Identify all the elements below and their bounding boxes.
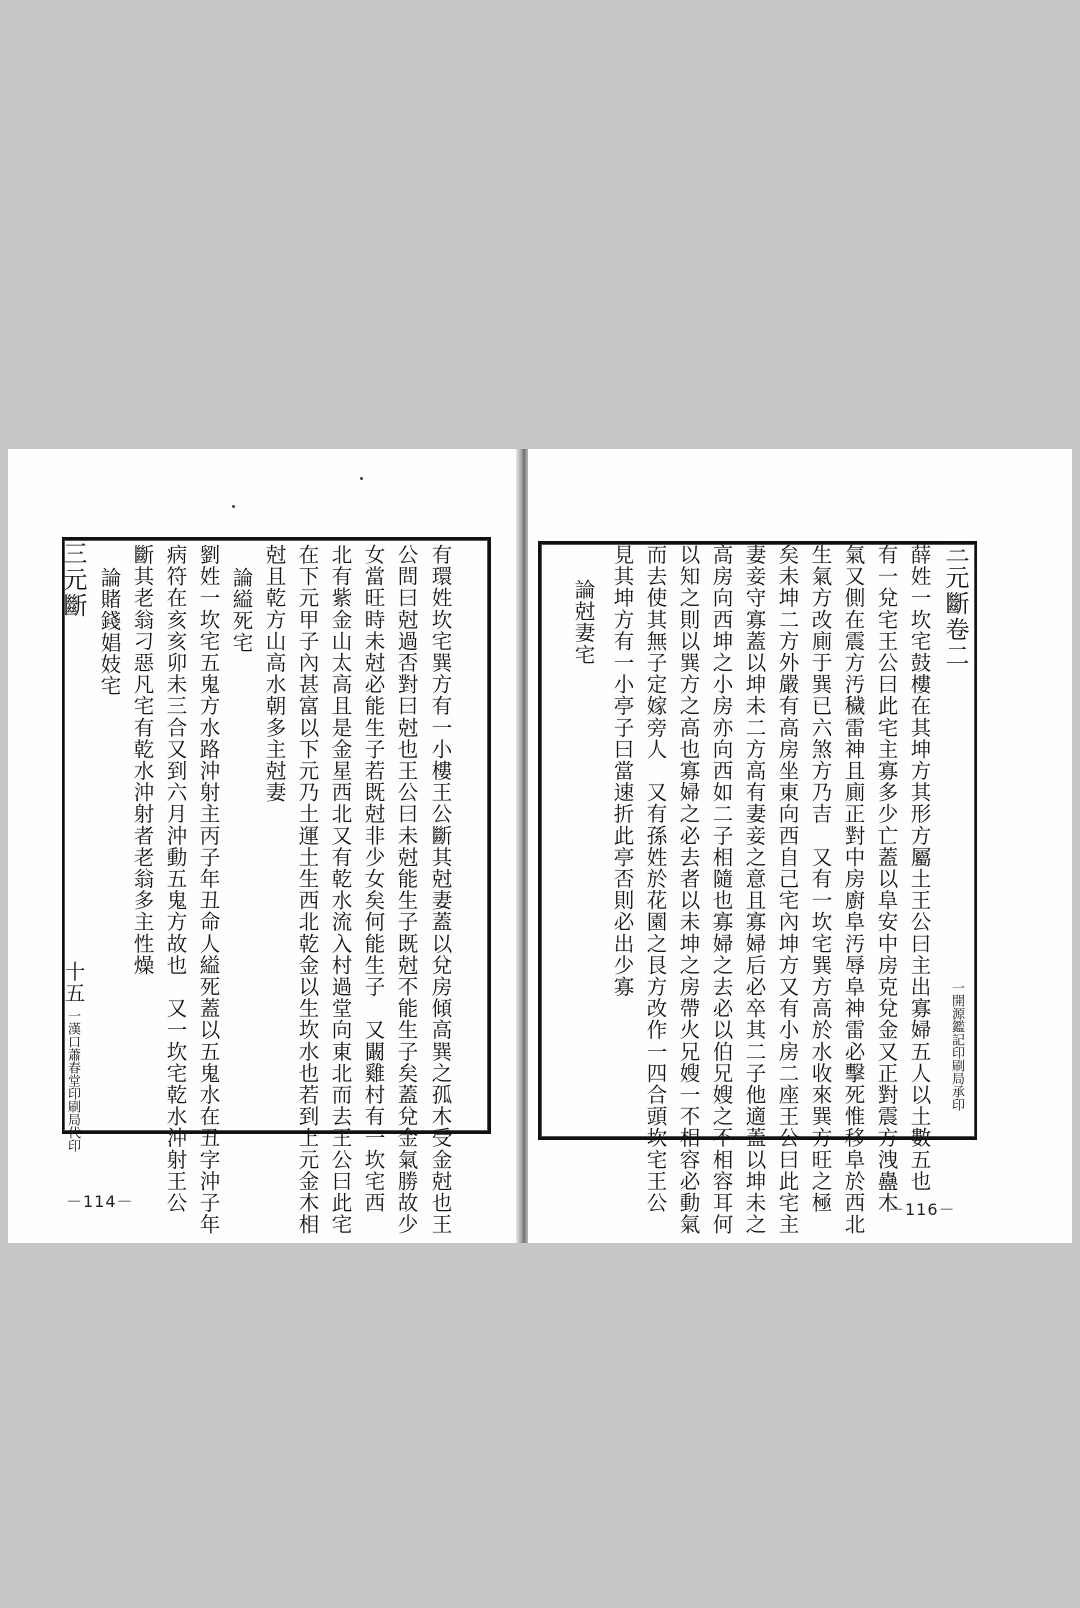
left-column-8: 劉姓一坎宅五鬼方水路沖射主丙子年丑命人縊死蓋以五鬼水在丑字沖子年 bbox=[196, 544, 220, 1236]
right-publisher-imprint: 一開源鑑記印刷局承印 bbox=[949, 981, 964, 1111]
right-column-3: 氣又側在震方汚穢雷神且廁正對中房廚阜汚辱阜神雷必擊死惟移阜於西北 bbox=[841, 544, 865, 1236]
book-spread bbox=[8, 449, 1072, 1243]
print-speck bbox=[232, 505, 235, 508]
left-folio-number: 十五 bbox=[61, 961, 85, 1005]
left-page bbox=[8, 449, 520, 1243]
right-column-7: 高房向西坤之小房亦向西如二子相隨也寡婦之去必以伯兄嫂之不相容耳何 bbox=[709, 544, 733, 1236]
right-column-1: 薛姓一坎宅鼓樓在其坤方其形方屬土王公曰主出寡婦五人以土數五也 bbox=[907, 544, 931, 1192]
left-column-2: 公問曰尅過否對曰尅也王公曰未尅能生子既尅不能生子矣蓋兌金氣勝故少 bbox=[394, 544, 418, 1236]
right-column-2: 有一兌宅王公曰此宅主寡多少亡蓋以阜安中房克兌金又正對震方洩蠱木 bbox=[874, 544, 898, 1214]
right-column-4: 生氣方改廁于巽已六煞方乃吉 又有一坎宅巽方高於水收來巽方旺之極 bbox=[808, 544, 832, 1214]
right-section-heading: 論尅妻宅 bbox=[571, 579, 595, 666]
right-running-header: 三元斷卷二 bbox=[941, 539, 969, 669]
left-column-5: 在下元甲子內甚富以下元乃土運土生西北乾金以生坎水也若到上元金木相 bbox=[295, 544, 319, 1236]
left-section-heading-2: 論賭錢娼妓宅 bbox=[97, 567, 121, 697]
right-column-10: 見其坤方有一小亭子曰當速折此亭否則必出少寡 bbox=[610, 544, 634, 998]
right-column-8: 以知之則以巽方之高也寡婦之必去者以未坤之房帶火兄嫂一不相容必動氣 bbox=[676, 544, 700, 1236]
right-column-5: 矣未坤二方外嚴有高房坐東向西自己宅內坤方又有小房二座王公曰此宅主 bbox=[775, 544, 799, 1236]
left-column-3: 女當旺時未尅必能生子若既尅非少女矣何能生子 又闞雞村有一坎宅西 bbox=[361, 544, 385, 1214]
right-page bbox=[528, 449, 1072, 1243]
left-section-heading-1: 論縊死宅 bbox=[229, 567, 253, 654]
left-column-1: 有環姓坎宅巽方有一小樓王公斷其尅妻蓋以兌房傾高巽之孤木受金尅也王 bbox=[428, 544, 452, 1236]
left-column-10: 斷其老翁刁惡凡宅有乾水沖射者老翁多主性燥 bbox=[130, 544, 154, 976]
left-column-9: 病符在亥亥卯未三合又到六月沖動五鬼方故也 又一坎宅乾水沖射王公 bbox=[163, 544, 187, 1214]
left-running-header: 三元斷 bbox=[59, 541, 87, 619]
right-column-6: 妻妾守寡蓋以坤未二方高有妻妾之意且寡婦后必卒其二子他適蓋以坤未之 bbox=[742, 544, 766, 1236]
left-column-6: 尅且乾方山高水朝多主尅妻 bbox=[262, 544, 286, 804]
left-column-4: 北有紫金山太高且是金星西北又有乾水流入村過堂向東北而去王公曰此宅 bbox=[328, 544, 352, 1236]
left-publisher-imprint: 一漢口蕭春堂印刷局代印 bbox=[65, 1009, 80, 1152]
right-page-number: －116－ bbox=[888, 1200, 956, 1219]
print-speck bbox=[360, 477, 363, 480]
right-column-9: 而去使其無子定嫁旁人 又有孫姓於花園之艮方改作一四合頭坎宅王公 bbox=[643, 544, 667, 1214]
left-page-number: －114－ bbox=[66, 1192, 134, 1211]
